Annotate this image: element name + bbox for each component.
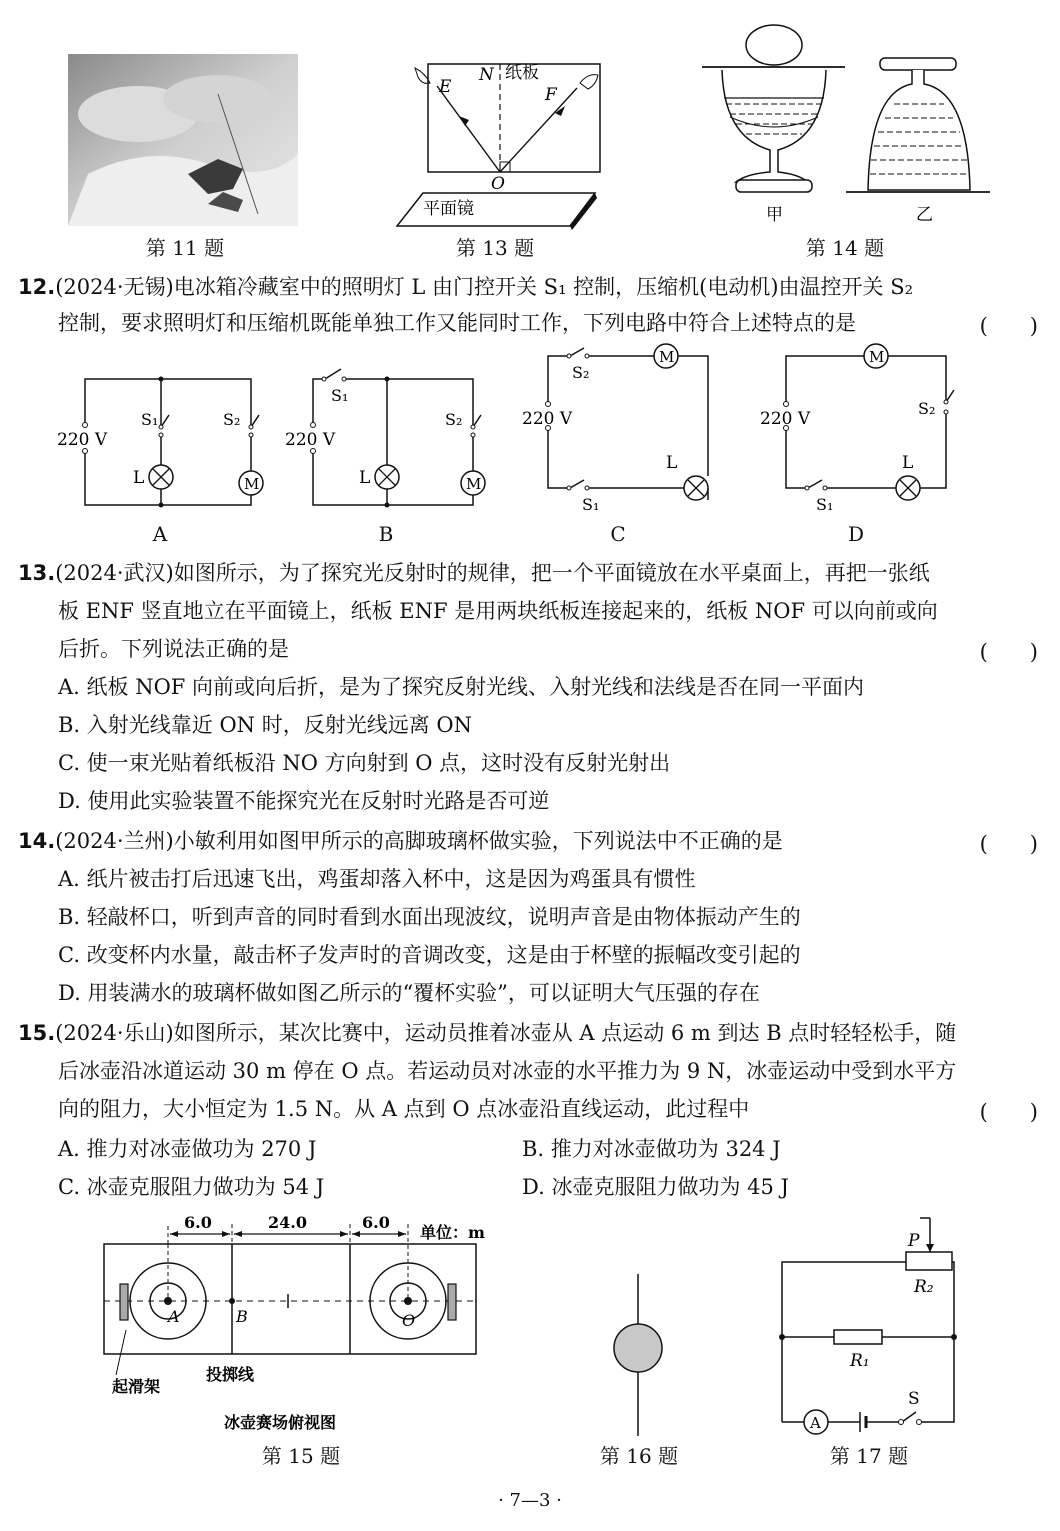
svg-text:S₁: S₁	[582, 495, 600, 514]
svg-text:S₂: S₂	[445, 410, 463, 429]
svg-text:B: B	[236, 1307, 248, 1326]
voltage-label: 220 V	[57, 430, 108, 450]
svg-text:R₁: R₁	[850, 1351, 870, 1371]
svg-text:A: A	[168, 1307, 180, 1326]
q13-line1: 13.(2024·武汉)如图所示，为了探究光反射时的规律，把一个平面镜放在水平桌面上，再把一张纸	[18, 561, 930, 585]
fig17-caption: 第 17 题	[829, 1444, 909, 1468]
fig14-diagram	[700, 22, 1000, 228]
circuit-a	[55, 365, 275, 545]
svg-text:L: L	[666, 453, 678, 473]
q15-answer-blank[interactable]: ( )	[979, 1100, 1038, 1124]
svg-text:M: M	[659, 348, 675, 366]
throw-line-label: 投掷线	[206, 1365, 255, 1384]
q15-number: 15.	[18, 1021, 56, 1045]
q15-option-d[interactable]: D. 冰壶克服阻力做功为 45 J	[522, 1175, 789, 1199]
q14-answer-blank[interactable]: ( )	[979, 832, 1038, 856]
label-mirror: 平面镜	[423, 199, 474, 219]
svg-text:S: S	[908, 1389, 920, 1409]
ammeter-label: A	[810, 1414, 821, 1432]
svg-text:24.0: 24.0	[268, 1213, 307, 1232]
fig15-title: 冰壶赛场俯视图	[224, 1413, 337, 1432]
q15-line1: 15.(2024·乐山)如图所示，某次比赛中，运动员推着冰壶从 A 点运动 6 m 到达 B 点时轻轻松手，随	[18, 1021, 957, 1045]
circuit-b-letter: B	[378, 522, 394, 546]
q13-option-c[interactable]: C. 使一束光贴着纸板沿 NO 方向射到 O 点，这时没有反射光射出	[58, 751, 671, 775]
q15-option-c[interactable]: C. 冰壶克服阻力做功为 54 J	[58, 1175, 325, 1199]
fig16-pendulum	[600, 1270, 680, 1440]
svg-text:M: M	[466, 475, 482, 493]
svg-text:L: L	[359, 468, 371, 488]
q15-option-b[interactable]: B. 推力对冰壶做功为 324 J	[522, 1137, 781, 1161]
fig15-curling-diagram	[96, 1210, 516, 1440]
fig13-caption: 第 13 题	[455, 236, 535, 260]
slider-label: 起滑架	[112, 1377, 161, 1396]
fig17-circuit	[770, 1212, 970, 1442]
page-number: · 7—3 ·	[498, 1490, 562, 1511]
fig16-caption: 第 16 题	[599, 1444, 679, 1468]
circuit-c	[518, 340, 738, 520]
circuit-d	[756, 340, 976, 520]
svg-text:单位：m: 单位：m	[420, 1223, 485, 1242]
q15-option-a[interactable]: A. 推力对冰壶做功为 270 J	[58, 1137, 317, 1161]
q15-line2: 后冰壶沿冰道运动 30 m 停在 O 点。若运动员对冰壶的水平推力为 9 N，冰壶运动中受到水平方	[58, 1059, 957, 1083]
svg-text:S₁: S₁	[816, 495, 834, 514]
circuit-d-letter: D	[847, 522, 865, 546]
q13-answer-blank[interactable]: ( )	[979, 640, 1038, 664]
q15-line3: 向的阻力，大小恒定为 1.5 N。从 A 点到 O 点冰壶沿直线运动，此过程中	[58, 1097, 750, 1121]
svg-text:O: O	[402, 1311, 416, 1330]
label-E: E	[439, 77, 452, 97]
q14-option-c[interactable]: C. 改变杯内水量，敲击杯子发声时的音调改变，这是由于杯壁的振幅改变引起的	[58, 943, 801, 967]
svg-text:6.0: 6.0	[184, 1213, 212, 1232]
q14-number: 14.	[18, 829, 56, 853]
svg-text:220 V: 220 V	[522, 409, 573, 429]
fig11-caption: 第 11 题	[145, 236, 225, 260]
q14-option-a[interactable]: A. 纸片被击打后迅速飞出，鸡蛋却落入杯中，这是因为鸡蛋具有惯性	[58, 867, 696, 891]
label-jia: 甲	[766, 205, 783, 225]
q12-line2: 控制，要求照明灯和压缩机既能单独工作又能同时工作，下列电路中符合上述特点的是	[58, 311, 856, 335]
q14-option-b[interactable]: B. 轻敲杯口，听到声音的同时看到水面出现波纹，说明声音是由物体振动产生的	[58, 905, 801, 929]
svg-text:S₂: S₂	[572, 363, 590, 382]
svg-text:L: L	[902, 453, 914, 473]
q13-line2: 板 ENF 竖直地立在平面镜上，纸板 ENF 是用两块纸板连接起来的，纸板 NOF 可以向前或向	[58, 599, 938, 623]
svg-text:S₂: S₂	[918, 399, 936, 418]
svg-text:M: M	[869, 348, 885, 366]
svg-text:S₂: S₂	[223, 410, 241, 429]
svg-text:220 V: 220 V	[760, 409, 811, 429]
q12-number: 12.	[18, 275, 56, 299]
q13-option-d[interactable]: D. 使用此实验装置不能探究光在反射时光路是否可逆	[58, 789, 550, 813]
q12-line1	[18, 274, 913, 300]
svg-text:220 V: 220 V	[285, 430, 336, 450]
svg-text:S₁: S₁	[331, 386, 349, 405]
q12-answer-blank[interactable]: ( )	[979, 314, 1038, 338]
svg-text:S₁: S₁	[141, 410, 159, 429]
fig11-photo	[68, 54, 298, 226]
svg-text:M: M	[244, 475, 260, 493]
circuit-b	[283, 365, 503, 545]
q13-line3: 后折。下列说法正确的是	[58, 637, 289, 661]
circuit-c-letter: C	[610, 522, 626, 546]
q13-option-b[interactable]: B. 入射光线靠近 ON 时，反射光线远离 ON	[58, 713, 472, 737]
label-board: 纸板	[505, 63, 539, 83]
fig13-diagram	[395, 58, 610, 230]
circuit-a-letter: A	[152, 522, 168, 546]
svg-text:L: L	[133, 468, 145, 488]
label-N: N	[479, 65, 494, 85]
label-O: O	[491, 174, 505, 194]
svg-text:6.0: 6.0	[362, 1213, 390, 1232]
svg-text:R₂: R₂	[914, 1277, 934, 1297]
label-yi: 乙	[916, 205, 933, 225]
q12-text1: (2024·无锡)电冰箱冷藏室中的照明灯 L 由门控开关 S₁ 控制，压缩机(电动机)由温控开关 S₂	[55, 275, 914, 299]
fig15-caption: 第 15 题	[261, 1444, 341, 1468]
q14-option-d[interactable]: D. 用装满水的玻璃杯做如图乙所示的“覆杯实验”，可以证明大气压强的存在	[58, 981, 760, 1005]
q14-line1: 14.(2024·兰州)小敏利用如图甲所示的高脚玻璃杯做实验，下列说法中不正确的是	[18, 829, 783, 853]
svg-text:P: P	[908, 1231, 920, 1251]
q13-option-a[interactable]: A. 纸板 NOF 向前或向后折，是为了探究反射光线、入射光线和法线是否在同一平面内	[58, 675, 865, 699]
q13-number: 13.	[18, 561, 56, 585]
fig14-caption: 第 14 题	[805, 236, 885, 260]
label-F: F	[545, 85, 557, 105]
